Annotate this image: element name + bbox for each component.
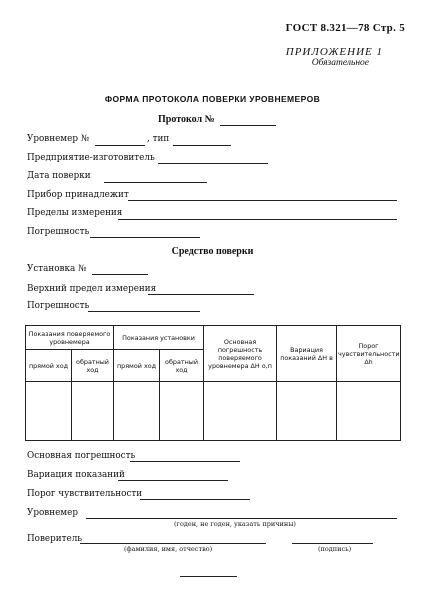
main-error-label: Основная погрешность xyxy=(27,451,136,461)
cell-gauge-forward[interactable] xyxy=(26,382,72,441)
cell-main-error[interactable] xyxy=(204,382,277,441)
appendix-title: ПРИЛОЖЕНИЕ 1 xyxy=(285,46,383,58)
type-field[interactable] xyxy=(173,145,231,146)
verification-date-label: Дата поверки xyxy=(27,171,91,181)
cell-threshold[interactable] xyxy=(337,382,401,441)
signature-caption: (подпись) xyxy=(318,545,352,553)
installation-reverse-header: обратный ход xyxy=(160,350,204,382)
installation-forward-header: прямой ход xyxy=(114,350,160,382)
closing-rule xyxy=(180,576,237,577)
level-gauge-number-field[interactable] xyxy=(95,145,145,146)
level-gauge-result-caption: (годен, не годен, указать причины) xyxy=(174,520,296,528)
threshold-label: Порог чувствительности xyxy=(27,489,143,499)
threshold-field[interactable] xyxy=(140,499,250,500)
col-threshold: Порог чувствительности Δh xyxy=(337,326,401,382)
variation-label: Вариация показаний xyxy=(27,470,125,480)
level-gauge-result-field[interactable] xyxy=(86,518,397,519)
col-variation: Вариация показаний ΔH в xyxy=(277,326,337,382)
table-row xyxy=(26,382,401,441)
col-gauge-readings: Показания поверяемого уровнемера xyxy=(26,326,114,350)
measurement-table xyxy=(25,325,401,441)
cell-installation-reverse[interactable] xyxy=(160,382,204,441)
section-verification-means-title: Средство поверки xyxy=(171,246,254,257)
error-field[interactable] xyxy=(90,237,200,238)
form-title: ФОРМА ПРОТОКОЛА ПОВЕРКИ УРОВНЕМЕРОВ xyxy=(104,94,321,104)
upper-limit-label: Верхний предел измерения xyxy=(27,284,157,294)
name-caption: (фамилия, имя, отчество) xyxy=(124,545,213,553)
error2-field[interactable] xyxy=(88,311,200,312)
main-error-field[interactable] xyxy=(130,461,240,462)
manufacturer-label: Предприятие-изготовитель xyxy=(27,153,155,163)
protocol-label: Протокол № xyxy=(158,114,215,125)
measurement-range-label: Пределы измерения xyxy=(27,208,123,218)
owner-field[interactable] xyxy=(128,200,397,201)
error-label: Погрешность xyxy=(27,227,90,237)
page-reference: ГОСТ 8.321—78 Стр. 5 xyxy=(285,22,405,34)
col-installation-readings: Показания установки xyxy=(114,326,204,350)
installation-number-field[interactable] xyxy=(92,274,148,275)
owner-label: Прибор принадлежит xyxy=(27,190,129,200)
manufacturer-field[interactable] xyxy=(158,163,268,164)
col-main-error: Основная погрешность поверяемого уровнемера ΔH о,п xyxy=(204,326,277,382)
cell-gauge-reverse[interactable] xyxy=(72,382,114,441)
upper-limit-field[interactable] xyxy=(148,294,254,295)
level-gauge-label: Уровнемер № xyxy=(27,134,90,144)
gauge-reverse-header: обратный ход xyxy=(72,350,114,382)
cell-installation-forward[interactable] xyxy=(114,382,160,441)
verifier-signature-field[interactable] xyxy=(292,543,373,544)
verifier-label: Поверитель xyxy=(27,534,83,544)
type-label: , тип xyxy=(147,134,170,144)
error2-label: Погрешность xyxy=(27,301,90,311)
gauge-forward-header: прямой ход xyxy=(26,350,72,382)
measurement-range-field[interactable] xyxy=(118,219,397,220)
installation-label: Установка № xyxy=(27,264,87,274)
variation-field[interactable] xyxy=(118,480,228,481)
cell-variation[interactable] xyxy=(277,382,337,441)
verifier-name-field[interactable] xyxy=(80,543,266,544)
level-gauge-result-label: Уровнемер xyxy=(27,508,78,518)
appendix-subtitle: Обязательное xyxy=(311,58,369,68)
verification-date-field[interactable] xyxy=(104,182,207,183)
protocol-number-field[interactable] xyxy=(220,125,276,126)
